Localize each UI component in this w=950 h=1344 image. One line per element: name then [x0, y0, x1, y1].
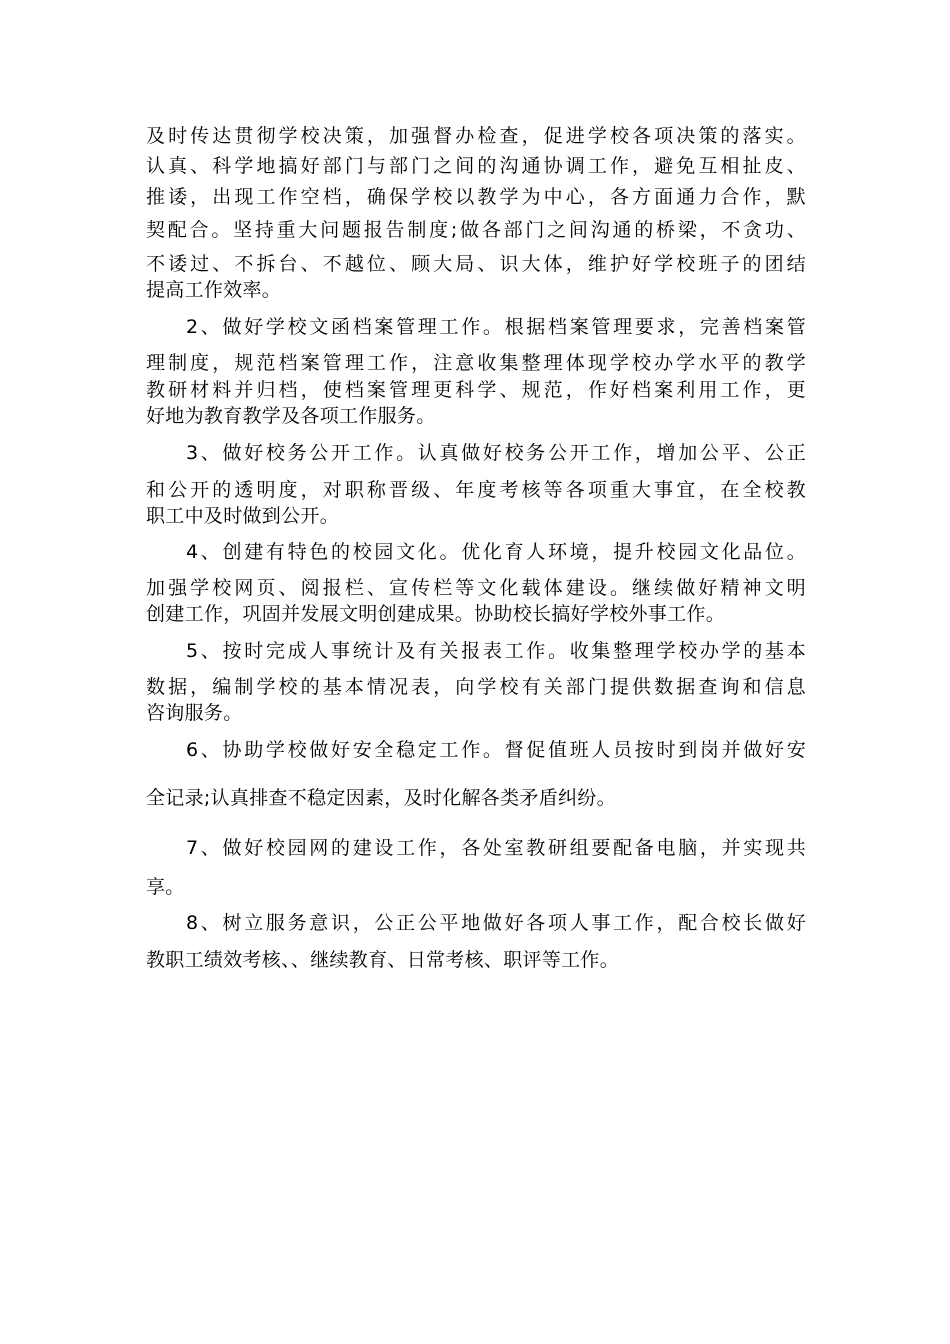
text-line: 推诿，出现工作空档，确保学校以教学为中心，各方面通力合作，默: [146, 186, 806, 208]
text-line: 咨询服务。: [146, 702, 243, 724]
text-line: 教职工绩效考核、、继续教育、日常考核、职评等工作。: [146, 949, 620, 971]
paragraph-2-start: 2、做好学校文函档案管理工作。根据档案管理要求，完善档案管: [186, 316, 806, 338]
text-line: 教研材料并归档，使档案管理更科学、规范，作好档案利用工作，更: [146, 379, 806, 401]
paragraph-8-start: 8、树立服务意识，公正公平地做好各项人事工作，配合校长做好: [186, 912, 806, 934]
paragraph-4-start: 4、创建有特色的校园文化。优化育人环境，提升校园文化品位。: [186, 541, 806, 563]
text-line: 及时传达贯彻学校决策，加强督办检查，促进学校各项决策的落实。: [146, 125, 806, 147]
text-line: 契配合。坚持重大问题报告制度;做各部门之间沟通的桥梁，不贪功、: [146, 219, 806, 241]
paragraph-3-start: 3、做好校务公开工作。认真做好校务公开工作，增加公平、公正: [186, 442, 806, 464]
text-line: 全记录;认真排查不稳定因素，及时化解各类矛盾纠纷。: [146, 787, 616, 809]
text-line: 认真、科学地搞好部门与部门之间的沟通协调工作，避免互相扯皮、: [146, 155, 806, 177]
text-line: 好地为教育教学及各项工作服务。: [146, 405, 436, 427]
paragraph-5-start: 5、按时完成人事统计及有关报表工作。收集整理学校办学的基本: [186, 640, 806, 662]
paragraph-7-start: 7、做好校园网的建设工作，各处室教研组要配备电脑，并实现共: [186, 837, 806, 859]
text-line: 提高工作效率。: [146, 279, 282, 301]
text-line: 不诿过、不拆台、不越位、顾大局、识大体，维护好学校班子的团结: [146, 253, 806, 275]
text-line: 理制度，规范档案管理工作，注意收集整理体现学校办学水平的教学: [146, 352, 806, 374]
paragraph-6-start: 6、协助学校做好安全稳定工作。督促值班人员按时到岗并做好安: [186, 739, 806, 761]
text-line: 和公开的透明度，对职称晋级、年度考核等各项重大事宜，在全校教: [146, 479, 806, 501]
text-line: 创建工作，巩固并发展文明创建成果。协助校长搞好学校外事工作。: [146, 603, 726, 625]
text-line: 职工中及时做到公开。: [146, 505, 340, 527]
text-line: 数据，编制学校的基本情况表，向学校有关部门提供数据查询和信息: [146, 676, 806, 698]
text-line: 享。: [146, 876, 185, 898]
text-line: 加强学校网页、阅报栏、宣传栏等文化载体建设。继续做好精神文明: [146, 577, 806, 599]
